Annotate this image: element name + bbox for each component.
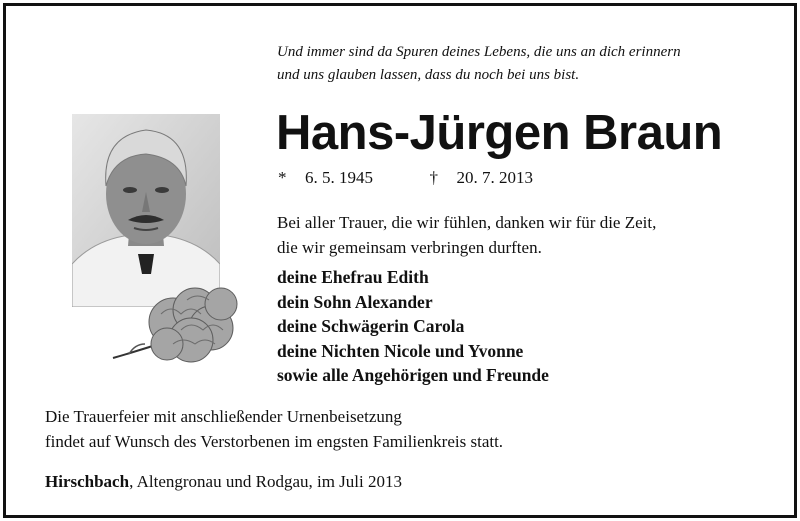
motto-line-1: Und immer sind da Spuren deines Lebens, die uns an dich erinnern — [277, 44, 681, 60]
gratitude-line-1: Bei aller Trauer, die wir fühlen, danken wir für die Zeit, — [277, 213, 657, 232]
mourners-list — [277, 265, 549, 388]
birth-symbol: * — [278, 168, 287, 187]
mourner: deine Schwägerin Carola — [277, 316, 465, 336]
place-rest: , Altengronau und Rodgau, im Juli 2013 — [129, 472, 402, 491]
gratitude-line-2: die wir gemeinsam verbringen durften. — [277, 238, 542, 257]
death-date: 20. 7. 2013 — [456, 168, 533, 187]
place-and-date — [45, 472, 402, 492]
motto-line-2: und uns glauben lassen, dass du noch bei uns bist. — [277, 67, 580, 83]
life-dates — [278, 168, 533, 188]
motto — [277, 41, 757, 87]
death-symbol: † — [429, 168, 438, 187]
obituary-frame — [3, 3, 797, 518]
mourner: sowie alle Angehörigen und Freunde — [277, 365, 549, 385]
carnation-flower — [111, 274, 251, 374]
funeral-notice — [45, 404, 503, 454]
birth-date: 6. 5. 1945 — [305, 168, 373, 187]
place-town: Hirschbach — [45, 472, 130, 491]
funeral-line-1: Die Trauerfeier mit anschließender Urnenbeisetzung — [45, 407, 402, 426]
gratitude-text — [277, 210, 656, 260]
mourner: deine Ehefrau Edith — [277, 267, 429, 287]
mourner: deine Nichten Nicole und Yvonne — [277, 340, 524, 361]
funeral-line-2: findet auf Wunsch des Verstorbenen im engsten Familienkreis statt. — [45, 432, 504, 451]
deceased-name: Hans-Jürgen Braun — [276, 106, 723, 160]
mourner: dein Sohn Alexander — [277, 291, 433, 312]
